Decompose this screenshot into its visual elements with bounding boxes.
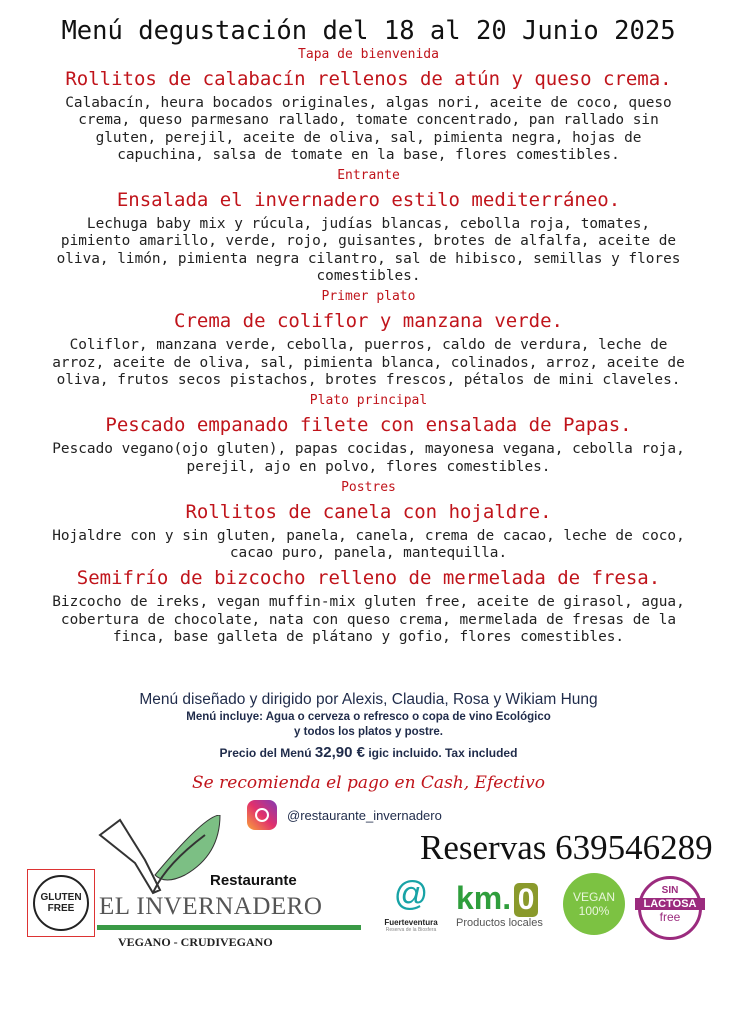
logo-underline [97, 925, 361, 930]
description-line: pimiento amarillo, verde, rojo, guisantes, brotes de alfalfa, aceite de [60, 233, 677, 250]
description-line: cacao puro, panela, mantequilla. [229, 545, 508, 562]
price-value: 32,90 € [314, 744, 365, 761]
price-note: igic incluido. Tax included [368, 746, 518, 760]
description-line: Lechuga baby mix y rúcula, judías blancas, cebolla roja, tomates, [86, 216, 651, 233]
gluten-free-text: GLUTEN FREE [33, 875, 89, 931]
menu [0, 16, 737, 649]
description-line: arroz, aceite de oliva, sal, pimienta blanca, colinados, arroz, aceite de [52, 354, 685, 371]
description-line: gluten, perejil, aceite de oliva, sal, pimienta negra, hojas de [95, 129, 642, 146]
course-list [0, 46, 737, 646]
free-text: free [659, 910, 681, 924]
includes-line-2: y todos los platos y postre. [294, 726, 443, 738]
description-line: Calabacín, heura bocados originales, algas nori, aceite de coco, queso [65, 95, 672, 111]
logo-name: EL INVERNADERO [99, 893, 323, 920]
dish-description [0, 216, 737, 285]
lactosa-text: LACTOSA [635, 898, 705, 910]
description-line: oliva, limón, pimienta negra cilantro, sal de hibisco, semillas y flores [56, 250, 681, 267]
dish-description [0, 528, 737, 563]
course-heading: Primer plato [321, 289, 416, 305]
dish-description [0, 594, 737, 646]
fuerteventura-badge [376, 870, 446, 933]
km-zero: 0 [514, 883, 538, 917]
dish-title: Semifrío de bizcocho relleno de mermelada de fresa. [76, 567, 661, 590]
course-heading: Entrante [337, 168, 400, 184]
dish-description [0, 95, 737, 164]
km0-badge [456, 880, 543, 929]
price-line [0, 744, 737, 761]
snail-icon: @ [393, 875, 429, 913]
lactose-free-badge [638, 876, 702, 940]
dish-title: Rollitos de calabacín rellenos de atún y queso crema. [65, 68, 672, 90]
dish-title: Ensalada el invernadero estilo mediterráneo. [116, 189, 621, 212]
course-heading: Postres [341, 479, 396, 495]
dish-description [0, 441, 737, 476]
designed-by: Menú diseñado y dirigido por Alexis, Claudia, Rosa y Wikiam Hung [139, 691, 598, 708]
km-text: km. [456, 880, 512, 916]
description-line: finca, base galleta de plátano y gofio, flores comestibles. [112, 629, 625, 646]
instagram-handle: @restaurante_invernadero [287, 807, 442, 823]
description-line: crema, queso parmesano rallado, tomate concentrado, pan rallado sin [78, 112, 659, 129]
fuerteventura-subtext: Reserva de la Biosfera [385, 927, 437, 933]
logo-restaurant: Restaurante [210, 872, 297, 889]
dish-title: Rollitos de canela con hojaldre. [185, 500, 552, 523]
logo-tagline: VEGANO - CRUDIVEGANO [118, 935, 273, 949]
description-line: cobertura de chocolate, nata con queso crema, mermelada de fresas de la [60, 611, 677, 628]
course-heading: Tapa de bienvenida [298, 47, 439, 62]
description-line: capuchina, salsa de tomate en la base, flores comestibles. [117, 146, 620, 163]
description-line: perejil, ajo en polvo, flores comestibles. [186, 458, 551, 475]
payment-note: Se recomienda el pago en Cash, Efectivo [192, 773, 545, 793]
dish-title: Pescado empanado filete con ensalada de Papas. [105, 414, 632, 437]
description-line: Coliflor, manzana verde, cebolla, puerros, caldo de verdura, leche de [69, 337, 668, 354]
dish-title: Crema de coliflor y manzana verde. [174, 310, 563, 333]
description-line: comestibles. [316, 268, 421, 285]
km-subtext: Productos locales [456, 917, 543, 929]
gluten-free-badge [27, 869, 95, 937]
vegan-badge: VEGAN 100% [563, 873, 625, 935]
includes-line-1: Menú incluye: Agua o cerveza o refresco o copa de vino Ecológico [186, 711, 551, 723]
reservations-phone: Reservas 639546289 [420, 828, 713, 867]
description-line: Bizcocho de ireks, vegan muffin-mix gluten free, aceite de girasol, agua, [52, 594, 685, 611]
dish-description [0, 337, 737, 389]
description-line: oliva, frutos secos pistachos, brotes frescos, pétalos de mini claveles. [56, 371, 681, 388]
course-heading: Plato principal [309, 393, 428, 409]
description-line: Pescado vegano(ojo gluten), papas cocidas, mayonesa vegana, cebolla roja, [52, 441, 685, 458]
fuerteventura-text: Fuerteventura [384, 918, 438, 927]
menu-title: Menú degustación del 18 al 20 Junio 2025 [61, 16, 676, 46]
sin-text: SIN [661, 885, 679, 896]
menu-info [0, 690, 737, 761]
description-line: Hojaldre con y sin gluten, panela, canela, crema de cacao, leche de coco, [52, 527, 685, 544]
price-label: Precio del Menú [219, 746, 312, 760]
